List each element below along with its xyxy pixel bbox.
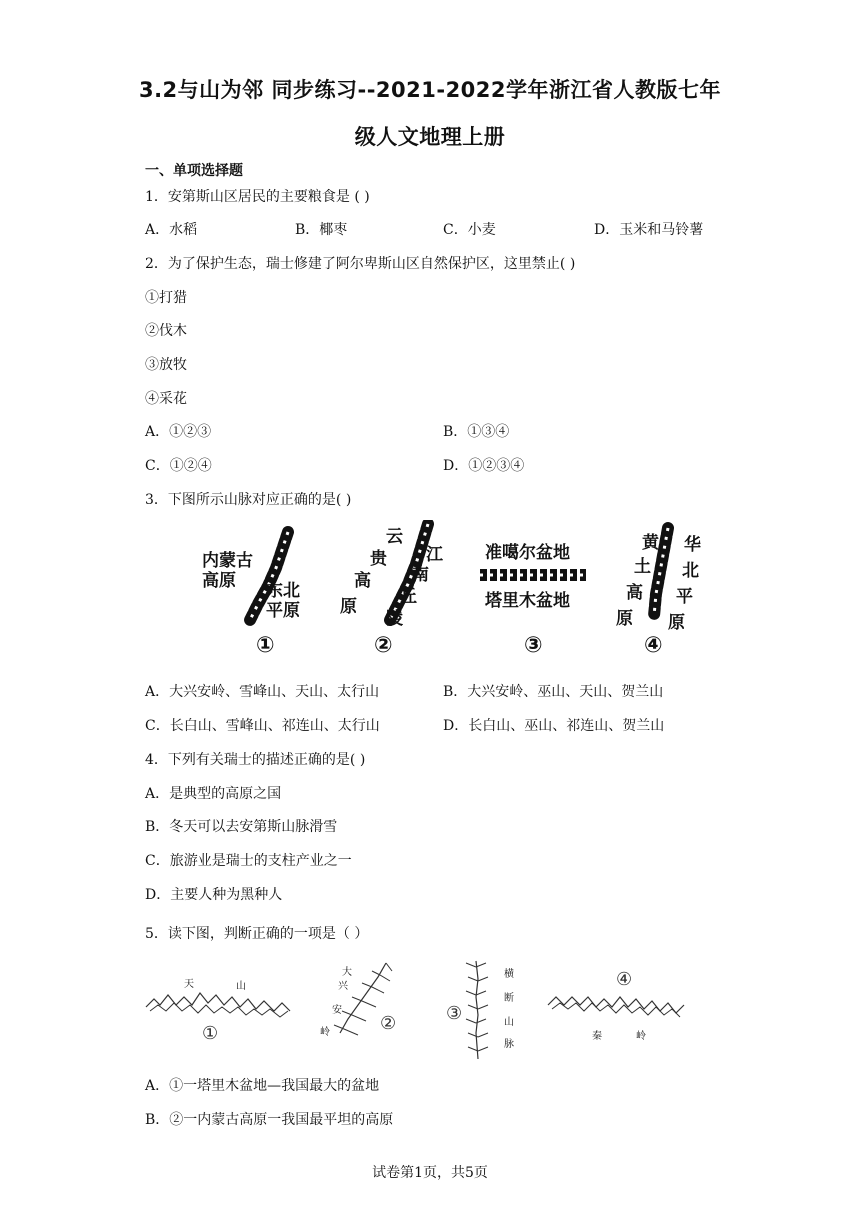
q3-map-4 xyxy=(616,528,701,658)
q3-map4-c2-3: 平 xyxy=(676,587,693,607)
q3-map4-c1-4: 原 xyxy=(616,609,633,629)
q3-map3-bottom: 塔里木盆地 xyxy=(485,591,570,611)
q5-fig-1 xyxy=(146,978,290,1044)
q3-map4-c2-1: 华 xyxy=(684,535,701,555)
q2-option-d: D．①②③④ xyxy=(443,458,525,474)
q3-option-a: A．大兴安岭、雪峰山、天山、太行山 xyxy=(145,684,380,700)
q4-stem: 4．下列有关瑞士的描述正确的是( ) xyxy=(145,752,366,768)
q5-fig3-label-4: 脉 xyxy=(504,1039,514,1050)
q2-stem: 2．为了保护生态，瑞士修建了阿尔卑斯山区自然保护区，这里禁止( ) xyxy=(145,256,576,272)
page-title-line2: 级人文地理上册 xyxy=(354,125,506,149)
q2-item-1: ①打猎 xyxy=(145,290,187,306)
page-footer: 试卷第1页，共5页 xyxy=(372,1165,488,1181)
q3-option-b: B．大兴安岭、巫山、天山、贺兰山 xyxy=(443,684,664,700)
q3-map-3 xyxy=(480,542,586,658)
q5-fig4-label-2: 岭 xyxy=(636,1031,646,1042)
mountain-line-1 xyxy=(146,993,290,1011)
q3-map4-c1-1: 黄 xyxy=(642,533,659,553)
q2-item-2: ②伐木 xyxy=(145,323,187,339)
q2-option-a: A．①②③ xyxy=(145,424,212,440)
q3-map4-c2-4: 原 xyxy=(668,613,685,633)
q3-map-2 xyxy=(340,524,444,658)
q5-fig-4 xyxy=(548,969,684,1042)
q4-option-c: C．旅游业是瑞士的支柱产业之一 xyxy=(145,853,352,869)
q5-fig4-num: ④ xyxy=(616,969,633,990)
q3-map2-c1-4: 原 xyxy=(340,597,357,617)
q5-fig3-label-3: 山 xyxy=(504,1017,514,1028)
q3-map2-c2-3: 丘 xyxy=(400,587,417,607)
q3-map4-c1-3: 高 xyxy=(626,583,643,603)
q3-map2-c2-4: 陵 xyxy=(386,609,403,629)
q5-stem: 5．读下图，判断正确的一项是（ ） xyxy=(145,926,369,942)
q5-fig4-label-1: 秦 xyxy=(592,1031,602,1042)
q3-option-c: C．长白山、雪峰山、祁连山、太行山 xyxy=(145,718,380,734)
q3-map2-c1-3: 高 xyxy=(354,571,371,591)
section-heading: 一、单项选择题 xyxy=(145,163,243,179)
q1-option-b: B．椰枣 xyxy=(295,222,348,238)
q3-map2-c1-1: 云 xyxy=(386,527,403,547)
q5-figure xyxy=(140,955,700,1067)
q3-figure xyxy=(190,520,720,660)
q3-map2-c2-1: 江 xyxy=(426,545,443,565)
q5-fig2-label-2: 兴 xyxy=(338,981,348,992)
q3-map-1 xyxy=(202,532,300,658)
q2-option-b: B．①③④ xyxy=(443,424,510,440)
q1-option-a: A．水稻 xyxy=(145,222,198,238)
q5-fig1-label-2: 山 xyxy=(236,981,246,992)
q5-fig-2 xyxy=(320,963,396,1038)
q3-map2-c2-2: 南 xyxy=(412,565,429,585)
q5-fig2-label-1: 大 xyxy=(342,967,352,978)
q2-item-4: ④采花 xyxy=(145,391,187,407)
q1-option-d: D．玉米和马铃薯 xyxy=(594,222,704,238)
mountain-line-3 xyxy=(476,961,478,1059)
q3-option-d: D．长白山、巫山、祁连山、贺兰山 xyxy=(443,718,665,734)
q1-option-c: C．小麦 xyxy=(443,222,496,238)
q3-map1-left-2: 高原 xyxy=(202,571,236,591)
q3-map4-c1-2: 土 xyxy=(634,557,651,577)
q3-stem: 3．下图所示山脉对应正确的是( ) xyxy=(145,492,352,508)
q3-map1-right-2: 平原 xyxy=(266,601,300,621)
q3-map4-c2-2: 北 xyxy=(682,561,699,581)
q2-item-3: ③放牧 xyxy=(145,357,187,373)
q5-fig2-label-4: 岭 xyxy=(320,1027,330,1038)
q5-fig3-num: ③ xyxy=(446,1003,463,1024)
q3-map1-right-1: 东北 xyxy=(266,581,300,601)
q5-fig2-label-3: 安 xyxy=(332,1005,342,1016)
q4-option-d: D．主要人种为黑种人 xyxy=(145,887,283,903)
q5-fig1-label-1: 天 xyxy=(184,979,194,990)
q4-option-a: A．是典型的高原之国 xyxy=(145,786,282,802)
q3-map2-num: ② xyxy=(374,633,393,658)
q5-option-b: B．②一内蒙古高原一我国最平坦的高原 xyxy=(145,1112,394,1128)
q5-fig-3 xyxy=(446,961,514,1059)
q3-map1-left-1: 内蒙古 xyxy=(202,551,253,571)
q5-option-a: A．①一塔里木盆地—我国最大的盆地 xyxy=(145,1078,380,1094)
q5-fig2-num: ② xyxy=(380,1013,397,1034)
q3-map1-num: ① xyxy=(256,633,275,658)
q1-stem: 1．安第斯山区居民的主要粮食是 ( ) xyxy=(145,189,370,205)
q5-fig3-label-2: 断 xyxy=(504,993,514,1004)
q3-map2-c1-2: 贵 xyxy=(370,549,387,569)
mountain-line-4 xyxy=(548,997,684,1013)
q4-option-b: B．冬天可以去安第斯山脉滑雪 xyxy=(145,819,338,835)
q5-fig1-num: ① xyxy=(202,1023,219,1044)
q2-option-c: C．①②④ xyxy=(145,458,212,474)
q3-map3-top: 准噶尔盆地 xyxy=(485,543,570,563)
q3-map4-num: ④ xyxy=(644,633,663,658)
q5-fig3-label-1: 横 xyxy=(504,969,514,980)
page-title-line1: 3.2与山为邻 同步练习--2021-2022学年浙江省人教版七年 xyxy=(138,78,722,102)
q3-map3-num: ③ xyxy=(524,633,543,658)
